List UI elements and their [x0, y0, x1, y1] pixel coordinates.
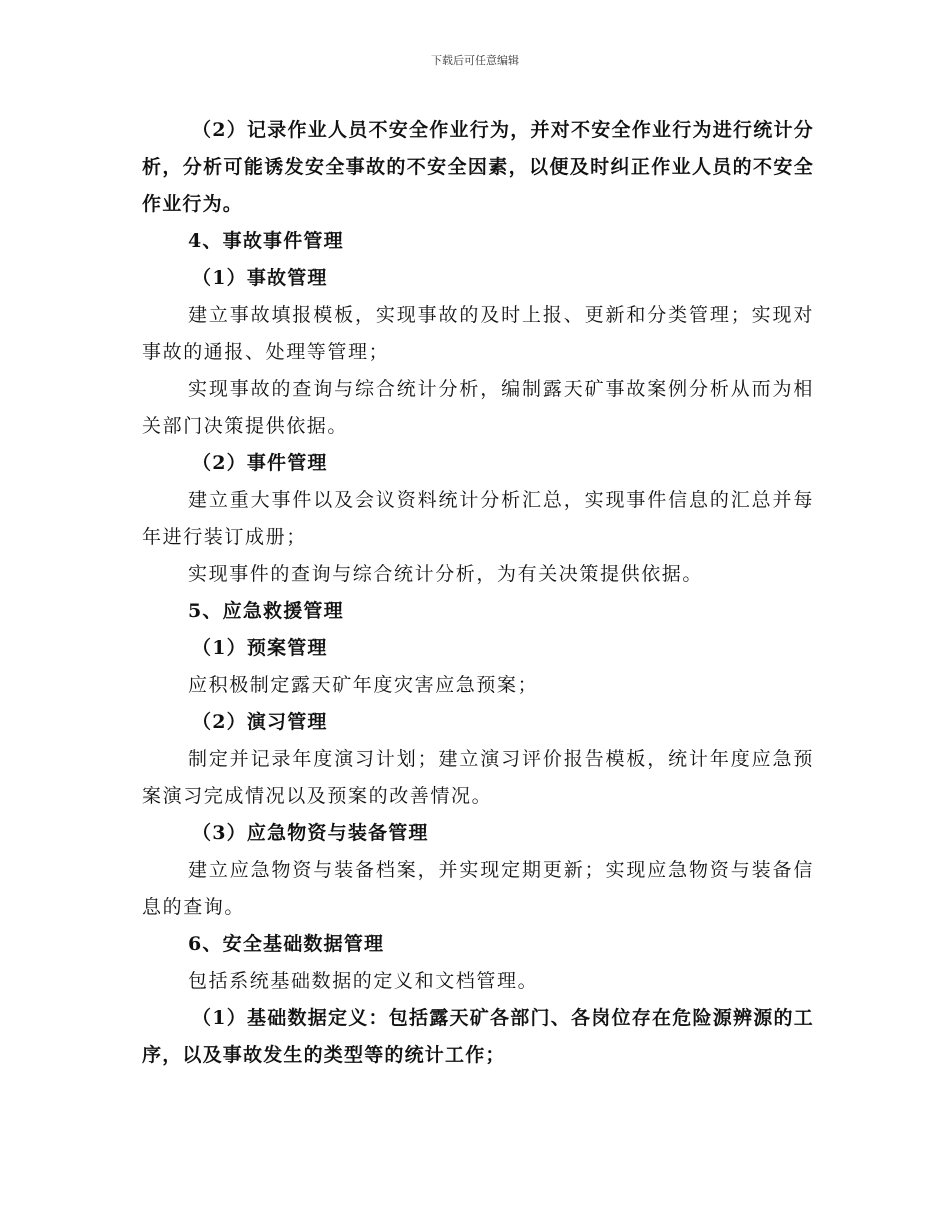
subheading-supplies-equipment: （3）应急物资与装备管理 [192, 822, 429, 844]
paragraph-event-query: 实现事件的查询与综合统计分析，为有关决策提供依据。 [188, 563, 704, 585]
paragraph-unsafe-behavior: （2）记录作业人员不安全作业行为，并对不安全作业行为进行统计分析，分析可能诱发安全事故的不安全因素，以便及时纠正作业人员的不安全作业行为。 [142, 119, 814, 215]
document-body [142, 112, 814, 1074]
paragraph-supplies: 建立应急物资与装备档案，并实现定期更新；实现应急物资与装备信息的查询。 [142, 859, 814, 918]
section-heading-emergency-rescue: 5、应急救援管理 [188, 600, 344, 622]
subheading-drill-management: （2）演习管理 [192, 711, 328, 733]
paragraph-accident-template: 建立事故填报模板，实现事故的及时上报、更新和分类管理；实现对事故的通报、处理等管理； [142, 304, 814, 363]
page-header: 下载后可任意编辑 [431, 54, 519, 67]
paragraph-basic-data-definition: （1）基础数据定义：包括露天矿各部门、各岗位存在危险源辨源的工序，以及事故发生的类型等的统计工作； [142, 1007, 814, 1066]
subheading-accident-management: （1）事故管理 [192, 267, 328, 289]
section-heading-accident-event: 4、事故事件管理 [188, 230, 344, 252]
paragraph-basic-data-intro: 包括系统基础数据的定义和文档管理。 [188, 970, 539, 992]
section-heading-basic-data: 6、安全基础数据管理 [188, 933, 385, 955]
subheading-event-management: （2）事件管理 [192, 452, 328, 474]
paragraph-drill: 制定并记录年度演习计划；建立演习评价报告模板，统计年度应急预案演习完成情况以及预案的改善情况。 [142, 748, 814, 807]
paragraph-accident-query: 实现事故的查询与综合统计分析，编制露天矿事故案例分析从而为相关部门决策提供依据。 [142, 378, 814, 437]
subheading-plan-management: （1）预案管理 [192, 637, 328, 659]
paragraph-plan: 应积极制定露天矿年度灾害应急预案； [188, 674, 539, 696]
paragraph-event-summary: 建立重大事件以及会议资料统计分析汇总，实现事件信息的汇总并每年进行装订成册； [142, 489, 814, 548]
